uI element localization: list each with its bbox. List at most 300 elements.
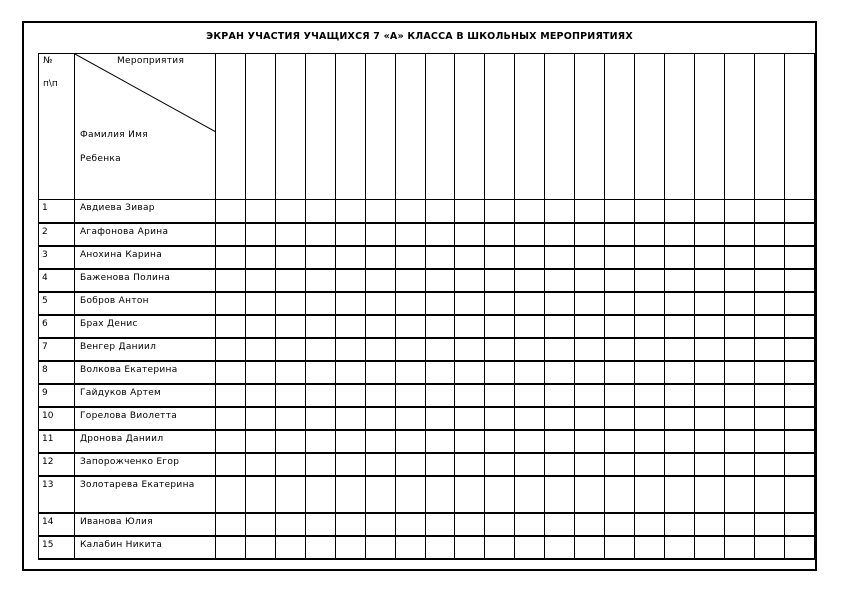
participation-cell[interactable] [275, 513, 305, 536]
participation-cell[interactable] [545, 292, 575, 315]
participation-cell[interactable] [545, 407, 575, 430]
participation-cell[interactable] [784, 338, 814, 361]
participation-cell[interactable] [695, 430, 725, 453]
participation-cell[interactable] [215, 200, 245, 223]
event-header-cell[interactable] [605, 54, 635, 200]
participation-cell[interactable] [215, 246, 245, 269]
participation-cell[interactable] [485, 476, 515, 513]
participation-cell[interactable] [515, 246, 545, 269]
participation-cell[interactable] [605, 476, 635, 513]
participation-cell[interactable] [665, 476, 695, 513]
participation-cell[interactable] [575, 338, 605, 361]
participation-cell[interactable] [395, 476, 425, 513]
participation-cell[interactable] [725, 338, 755, 361]
participation-cell[interactable] [665, 407, 695, 430]
participation-cell[interactable] [515, 476, 545, 513]
participation-cell[interactable] [485, 453, 515, 476]
participation-cell[interactable] [695, 269, 725, 292]
participation-cell[interactable] [485, 246, 515, 269]
participation-cell[interactable] [545, 384, 575, 407]
participation-cell[interactable] [575, 476, 605, 513]
participation-cell[interactable] [755, 338, 785, 361]
participation-cell[interactable] [725, 476, 755, 513]
participation-cell[interactable] [245, 476, 275, 513]
participation-cell[interactable] [425, 200, 455, 223]
participation-cell[interactable] [275, 200, 305, 223]
participation-cell[interactable] [425, 430, 455, 453]
participation-cell[interactable] [305, 246, 335, 269]
participation-cell[interactable] [305, 361, 335, 384]
participation-cell[interactable] [635, 430, 665, 453]
participation-cell[interactable] [515, 269, 545, 292]
participation-cell[interactable] [215, 292, 245, 315]
participation-cell[interactable] [575, 407, 605, 430]
participation-cell[interactable] [425, 315, 455, 338]
participation-cell[interactable] [245, 430, 275, 453]
participation-cell[interactable] [635, 246, 665, 269]
participation-cell[interactable] [485, 292, 515, 315]
participation-cell[interactable] [335, 200, 365, 223]
event-header-cell[interactable] [725, 54, 755, 200]
participation-cell[interactable] [245, 407, 275, 430]
participation-cell[interactable] [635, 407, 665, 430]
participation-cell[interactable] [455, 476, 485, 513]
participation-cell[interactable] [515, 315, 545, 338]
participation-cell[interactable] [245, 292, 275, 315]
participation-cell[interactable] [695, 407, 725, 430]
participation-cell[interactable] [755, 476, 785, 513]
participation-cell[interactable] [485, 223, 515, 246]
participation-cell[interactable] [545, 200, 575, 223]
participation-cell[interactable] [245, 361, 275, 384]
participation-cell[interactable] [545, 476, 575, 513]
participation-cell[interactable] [515, 453, 545, 476]
participation-cell[interactable] [695, 315, 725, 338]
participation-cell[interactable] [455, 361, 485, 384]
participation-cell[interactable] [455, 513, 485, 536]
participation-cell[interactable] [365, 292, 395, 315]
participation-cell[interactable] [575, 246, 605, 269]
participation-cell[interactable] [665, 269, 695, 292]
participation-cell[interactable] [245, 223, 275, 246]
participation-cell[interactable] [305, 338, 335, 361]
participation-cell[interactable] [784, 361, 814, 384]
participation-cell[interactable] [695, 292, 725, 315]
participation-cell[interactable] [605, 513, 635, 536]
participation-cell[interactable] [275, 315, 305, 338]
event-header-cell[interactable] [665, 54, 695, 200]
participation-cell[interactable] [335, 536, 365, 559]
participation-cell[interactable] [755, 513, 785, 536]
participation-cell[interactable] [665, 292, 695, 315]
participation-cell[interactable] [695, 246, 725, 269]
participation-cell[interactable] [425, 338, 455, 361]
participation-cell[interactable] [215, 269, 245, 292]
participation-cell[interactable] [335, 430, 365, 453]
participation-cell[interactable] [455, 384, 485, 407]
participation-cell[interactable] [365, 407, 395, 430]
participation-cell[interactable] [395, 430, 425, 453]
participation-cell[interactable] [485, 269, 515, 292]
participation-cell[interactable] [545, 361, 575, 384]
participation-cell[interactable] [455, 430, 485, 453]
participation-cell[interactable] [665, 246, 695, 269]
participation-cell[interactable] [515, 292, 545, 315]
participation-cell[interactable] [635, 315, 665, 338]
participation-cell[interactable] [245, 269, 275, 292]
participation-cell[interactable] [784, 200, 814, 223]
participation-cell[interactable] [365, 430, 395, 453]
participation-cell[interactable] [784, 269, 814, 292]
participation-cell[interactable] [515, 536, 545, 559]
participation-cell[interactable] [575, 513, 605, 536]
participation-cell[interactable] [665, 513, 695, 536]
participation-cell[interactable] [425, 384, 455, 407]
participation-cell[interactable] [275, 246, 305, 269]
participation-cell[interactable] [635, 223, 665, 246]
participation-cell[interactable] [485, 361, 515, 384]
participation-cell[interactable] [695, 200, 725, 223]
participation-cell[interactable] [545, 315, 575, 338]
participation-cell[interactable] [395, 338, 425, 361]
participation-cell[interactable] [305, 384, 335, 407]
event-header-cell[interactable] [365, 54, 395, 200]
participation-cell[interactable] [725, 430, 755, 453]
event-header-cell[interactable] [275, 54, 305, 200]
participation-cell[interactable] [425, 407, 455, 430]
participation-cell[interactable] [245, 200, 275, 223]
participation-cell[interactable] [665, 361, 695, 384]
participation-cell[interactable] [395, 453, 425, 476]
participation-cell[interactable] [365, 513, 395, 536]
participation-cell[interactable] [305, 407, 335, 430]
participation-cell[interactable] [395, 292, 425, 315]
participation-cell[interactable] [575, 430, 605, 453]
participation-cell[interactable] [575, 200, 605, 223]
participation-cell[interactable] [275, 223, 305, 246]
participation-cell[interactable] [455, 223, 485, 246]
participation-cell[interactable] [725, 407, 755, 430]
participation-cell[interactable] [305, 536, 335, 559]
participation-cell[interactable] [665, 453, 695, 476]
participation-cell[interactable] [605, 315, 635, 338]
participation-cell[interactable] [335, 453, 365, 476]
participation-cell[interactable] [365, 269, 395, 292]
participation-cell[interactable] [605, 292, 635, 315]
participation-cell[interactable] [725, 536, 755, 559]
participation-cell[interactable] [425, 269, 455, 292]
participation-cell[interactable] [695, 223, 725, 246]
participation-cell[interactable] [725, 200, 755, 223]
participation-cell[interactable] [305, 315, 335, 338]
participation-cell[interactable] [365, 223, 395, 246]
participation-cell[interactable] [665, 315, 695, 338]
participation-cell[interactable] [275, 453, 305, 476]
participation-cell[interactable] [635, 453, 665, 476]
participation-cell[interactable] [365, 315, 395, 338]
participation-cell[interactable] [635, 200, 665, 223]
participation-cell[interactable] [215, 430, 245, 453]
participation-cell[interactable] [275, 338, 305, 361]
participation-cell[interactable] [515, 513, 545, 536]
participation-cell[interactable] [725, 513, 755, 536]
participation-cell[interactable] [575, 361, 605, 384]
participation-cell[interactable] [695, 338, 725, 361]
participation-cell[interactable] [515, 407, 545, 430]
participation-cell[interactable] [485, 407, 515, 430]
participation-cell[interactable] [635, 292, 665, 315]
participation-cell[interactable] [665, 384, 695, 407]
participation-cell[interactable] [784, 476, 814, 513]
participation-cell[interactable] [425, 453, 455, 476]
participation-cell[interactable] [275, 407, 305, 430]
participation-cell[interactable] [545, 536, 575, 559]
participation-cell[interactable] [725, 292, 755, 315]
event-header-cell[interactable] [335, 54, 365, 200]
participation-cell[interactable] [515, 338, 545, 361]
participation-cell[interactable] [695, 384, 725, 407]
event-header-cell[interactable] [695, 54, 725, 200]
participation-cell[interactable] [665, 536, 695, 559]
participation-cell[interactable] [784, 384, 814, 407]
participation-cell[interactable] [395, 200, 425, 223]
participation-cell[interactable] [784, 407, 814, 430]
participation-cell[interactable] [545, 513, 575, 536]
event-header-cell[interactable] [755, 54, 785, 200]
participation-cell[interactable] [425, 536, 455, 559]
participation-cell[interactable] [755, 269, 785, 292]
participation-cell[interactable] [784, 292, 814, 315]
participation-cell[interactable] [665, 430, 695, 453]
participation-cell[interactable] [784, 315, 814, 338]
participation-cell[interactable] [545, 430, 575, 453]
participation-cell[interactable] [365, 246, 395, 269]
participation-cell[interactable] [605, 430, 635, 453]
participation-cell[interactable] [455, 407, 485, 430]
participation-cell[interactable] [335, 269, 365, 292]
participation-cell[interactable] [725, 223, 755, 246]
participation-cell[interactable] [215, 536, 245, 559]
participation-cell[interactable] [635, 513, 665, 536]
event-header-cell[interactable] [575, 54, 605, 200]
participation-cell[interactable] [305, 476, 335, 513]
participation-cell[interactable] [365, 338, 395, 361]
participation-cell[interactable] [755, 361, 785, 384]
participation-cell[interactable] [515, 200, 545, 223]
participation-cell[interactable] [635, 269, 665, 292]
event-header-cell[interactable] [485, 54, 515, 200]
participation-cell[interactable] [395, 361, 425, 384]
participation-cell[interactable] [395, 223, 425, 246]
participation-cell[interactable] [215, 315, 245, 338]
participation-cell[interactable] [335, 223, 365, 246]
participation-cell[interactable] [335, 407, 365, 430]
participation-cell[interactable] [425, 223, 455, 246]
participation-cell[interactable] [545, 269, 575, 292]
participation-cell[interactable] [784, 223, 814, 246]
participation-cell[interactable] [605, 223, 635, 246]
participation-cell[interactable] [305, 269, 335, 292]
participation-cell[interactable] [305, 200, 335, 223]
participation-cell[interactable] [335, 513, 365, 536]
participation-cell[interactable] [335, 292, 365, 315]
participation-cell[interactable] [635, 536, 665, 559]
participation-cell[interactable] [455, 536, 485, 559]
participation-cell[interactable] [365, 361, 395, 384]
event-header-cell[interactable] [515, 54, 545, 200]
event-header-cell[interactable] [545, 54, 575, 200]
participation-cell[interactable] [755, 407, 785, 430]
participation-cell[interactable] [395, 315, 425, 338]
participation-cell[interactable] [365, 536, 395, 559]
participation-cell[interactable] [275, 361, 305, 384]
participation-cell[interactable] [545, 453, 575, 476]
participation-cell[interactable] [605, 200, 635, 223]
participation-cell[interactable] [275, 384, 305, 407]
participation-cell[interactable] [515, 384, 545, 407]
participation-cell[interactable] [605, 384, 635, 407]
participation-cell[interactable] [605, 407, 635, 430]
participation-cell[interactable] [755, 453, 785, 476]
participation-cell[interactable] [245, 315, 275, 338]
participation-cell[interactable] [725, 453, 755, 476]
participation-cell[interactable] [665, 200, 695, 223]
participation-cell[interactable] [695, 476, 725, 513]
participation-cell[interactable] [335, 361, 365, 384]
participation-cell[interactable] [365, 476, 395, 513]
participation-cell[interactable] [215, 338, 245, 361]
participation-cell[interactable] [725, 384, 755, 407]
participation-cell[interactable] [755, 536, 785, 559]
event-header-cell[interactable] [395, 54, 425, 200]
participation-cell[interactable] [395, 246, 425, 269]
participation-cell[interactable] [725, 246, 755, 269]
participation-cell[interactable] [245, 453, 275, 476]
participation-cell[interactable] [575, 453, 605, 476]
participation-cell[interactable] [755, 246, 785, 269]
participation-cell[interactable] [545, 246, 575, 269]
participation-cell[interactable] [485, 513, 515, 536]
participation-cell[interactable] [275, 476, 305, 513]
participation-cell[interactable] [395, 513, 425, 536]
participation-cell[interactable] [215, 407, 245, 430]
participation-cell[interactable] [665, 338, 695, 361]
participation-cell[interactable] [755, 315, 785, 338]
participation-cell[interactable] [275, 292, 305, 315]
event-header-cell[interactable] [215, 54, 245, 200]
participation-cell[interactable] [425, 292, 455, 315]
event-header-cell[interactable] [245, 54, 275, 200]
participation-cell[interactable] [695, 361, 725, 384]
participation-cell[interactable] [305, 292, 335, 315]
participation-cell[interactable] [575, 536, 605, 559]
participation-cell[interactable] [245, 338, 275, 361]
participation-cell[interactable] [395, 407, 425, 430]
participation-cell[interactable] [455, 338, 485, 361]
participation-cell[interactable] [425, 361, 455, 384]
participation-cell[interactable] [395, 536, 425, 559]
participation-cell[interactable] [455, 315, 485, 338]
event-header-cell[interactable] [784, 54, 814, 200]
participation-cell[interactable] [515, 361, 545, 384]
participation-cell[interactable] [605, 536, 635, 559]
participation-cell[interactable] [784, 246, 814, 269]
participation-cell[interactable] [515, 430, 545, 453]
participation-cell[interactable] [575, 315, 605, 338]
participation-cell[interactable] [755, 292, 785, 315]
participation-cell[interactable] [305, 430, 335, 453]
participation-cell[interactable] [605, 338, 635, 361]
participation-cell[interactable] [575, 269, 605, 292]
participation-cell[interactable] [335, 338, 365, 361]
participation-cell[interactable] [635, 476, 665, 513]
participation-cell[interactable] [784, 513, 814, 536]
event-header-cell[interactable] [305, 54, 335, 200]
participation-cell[interactable] [335, 476, 365, 513]
participation-cell[interactable] [784, 453, 814, 476]
participation-cell[interactable] [485, 200, 515, 223]
participation-cell[interactable] [545, 338, 575, 361]
event-header-cell[interactable] [425, 54, 455, 200]
event-header-cell[interactable] [455, 54, 485, 200]
participation-cell[interactable] [215, 223, 245, 246]
participation-cell[interactable] [485, 430, 515, 453]
participation-cell[interactable] [725, 269, 755, 292]
participation-cell[interactable] [335, 315, 365, 338]
event-header-cell[interactable] [635, 54, 665, 200]
participation-cell[interactable] [365, 384, 395, 407]
participation-cell[interactable] [215, 513, 245, 536]
participation-cell[interactable] [305, 453, 335, 476]
participation-cell[interactable] [485, 536, 515, 559]
participation-cell[interactable] [725, 361, 755, 384]
participation-cell[interactable] [245, 513, 275, 536]
participation-cell[interactable] [515, 223, 545, 246]
participation-cell[interactable] [575, 223, 605, 246]
participation-cell[interactable] [245, 536, 275, 559]
participation-cell[interactable] [215, 384, 245, 407]
participation-cell[interactable] [755, 384, 785, 407]
participation-cell[interactable] [485, 338, 515, 361]
participation-cell[interactable] [545, 223, 575, 246]
participation-cell[interactable] [784, 536, 814, 559]
participation-cell[interactable] [455, 453, 485, 476]
participation-cell[interactable] [755, 223, 785, 246]
participation-cell[interactable] [635, 361, 665, 384]
participation-cell[interactable] [275, 430, 305, 453]
participation-cell[interactable] [215, 476, 245, 513]
participation-cell[interactable] [305, 223, 335, 246]
participation-cell[interactable] [425, 513, 455, 536]
participation-cell[interactable] [425, 246, 455, 269]
participation-cell[interactable] [365, 453, 395, 476]
participation-cell[interactable] [215, 453, 245, 476]
participation-cell[interactable] [245, 384, 275, 407]
participation-cell[interactable] [455, 200, 485, 223]
participation-cell[interactable] [695, 453, 725, 476]
participation-cell[interactable] [784, 430, 814, 453]
participation-cell[interactable] [485, 384, 515, 407]
participation-cell[interactable] [305, 513, 335, 536]
participation-cell[interactable] [215, 361, 245, 384]
participation-cell[interactable] [575, 384, 605, 407]
participation-cell[interactable] [275, 536, 305, 559]
participation-cell[interactable] [485, 315, 515, 338]
participation-cell[interactable] [245, 246, 275, 269]
participation-cell[interactable] [605, 246, 635, 269]
participation-cell[interactable] [395, 384, 425, 407]
participation-cell[interactable] [665, 223, 695, 246]
